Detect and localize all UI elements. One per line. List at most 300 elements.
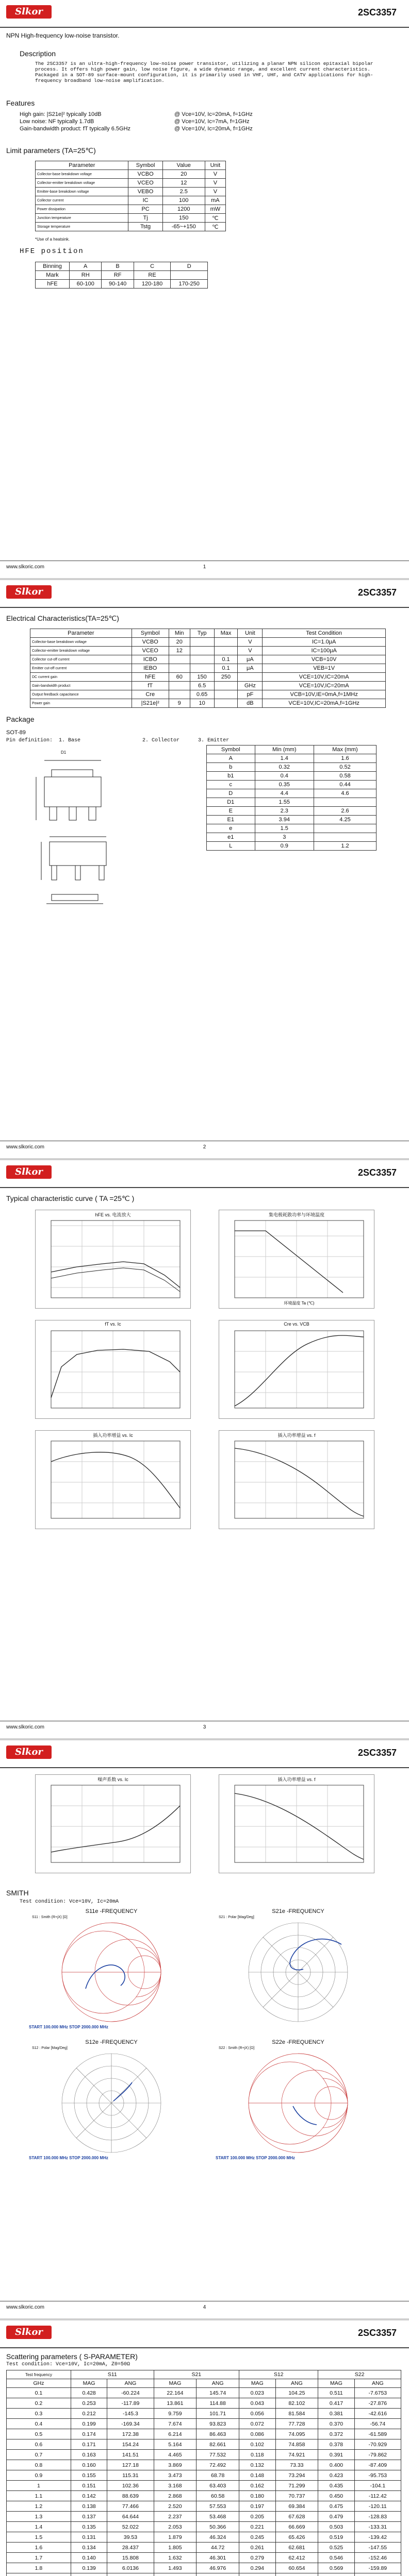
- table-cell: 4.6: [314, 789, 376, 798]
- subtitle: NPN High-frequency low-noise transistor.: [6, 32, 120, 39]
- table-row: [7, 2573, 401, 2576]
- table-cell: 1.5: [255, 824, 314, 833]
- table-cell: -61.589: [354, 2429, 401, 2439]
- table-cell: 0.423: [318, 2470, 354, 2481]
- table-cell: Emitter cut-off current: [30, 664, 132, 673]
- table-cell: 0.450: [318, 2491, 354, 2501]
- table-cell: 0.4: [255, 772, 314, 781]
- table-cell: -120.11: [354, 2501, 401, 2512]
- table-cell: ℃: [205, 223, 225, 231]
- feature-text: Gain-bandwidth product: fT typically 6.5GHz: [20, 126, 131, 132]
- smith-chart-s11: S11e -FREQUENCY S11 : Smith (R+jX) [Ω] START 100.000 MHz STOP 2000.000 MHz: [29, 1908, 194, 2032]
- column-header: ANG: [275, 2379, 318, 2388]
- table-cell: [169, 664, 190, 673]
- column-header: B: [102, 262, 134, 271]
- column-header: MAG: [154, 2379, 197, 2388]
- table-cell: V: [238, 647, 263, 655]
- table-cell: 0.519: [318, 2532, 354, 2543]
- table-cell: 150: [162, 214, 205, 223]
- table-cell: 0.569: [318, 2563, 354, 2573]
- table-cell: 145.74: [197, 2388, 239, 2398]
- svg-text:环境温度 Ta (℃): 环境温度 Ta (℃): [284, 1301, 315, 1306]
- table-cell: 77.532: [197, 2450, 239, 2460]
- electrical-characteristics-table: [30, 629, 386, 708]
- column-header: Parameter: [36, 161, 128, 170]
- table-cell: 0.261: [239, 2543, 275, 2553]
- table-cell: 2.6: [314, 807, 376, 816]
- table-row: [36, 205, 226, 214]
- table-cell: 114.88: [197, 2398, 239, 2409]
- table-cell: 20: [169, 638, 190, 647]
- table-cell: 0.199: [71, 2419, 107, 2429]
- column-header: Unit: [205, 161, 225, 170]
- chart-pc-vs-ta: 集电极耗散功率与环境温度 环境温度 Ta (℃): [219, 1210, 374, 1309]
- table-cell: L: [207, 842, 255, 851]
- table-cell: 0.180: [239, 2491, 275, 2501]
- page-header: [0, 1740, 409, 1768]
- table-cell: 0.8: [7, 2460, 71, 2470]
- table-cell: c: [207, 781, 255, 789]
- table-cell: Power dissipation: [36, 205, 128, 214]
- table-row: [7, 2481, 401, 2491]
- table-cell: [214, 699, 238, 708]
- feature-item: [20, 126, 339, 133]
- table-cell: mW: [205, 205, 225, 214]
- table-cell: 1.4: [255, 754, 314, 763]
- heatsink-note: *Use of a heatsink.: [35, 237, 70, 242]
- table-cell: Collector-base breakdown voltage: [36, 170, 128, 179]
- table-cell: 86.463: [197, 2429, 239, 2439]
- column-header: Test Condition: [263, 629, 386, 638]
- table-cell: 0.7: [7, 2450, 71, 2460]
- table-cell: 0.155: [71, 2470, 107, 2481]
- table-cell: VCBO: [132, 638, 169, 647]
- table-cell: Cre: [132, 690, 169, 699]
- table-cell: VEBO: [128, 188, 162, 196]
- table-cell: 0.162: [239, 2481, 275, 2491]
- table-cell: 1: [7, 2481, 71, 2491]
- table-cell: [318, 2573, 354, 2576]
- table-cell: 0.9: [7, 2470, 71, 2481]
- page-number: 3: [203, 1724, 206, 1730]
- table-cell: 63.403: [197, 2481, 239, 2491]
- table-cell: [197, 2573, 239, 2576]
- table-cell: 13.861: [154, 2398, 197, 2409]
- table-cell: 0.132: [239, 2460, 275, 2470]
- table-row: [7, 2512, 401, 2522]
- table-cell: 88.639: [107, 2491, 154, 2501]
- table-cell: 0.417: [318, 2398, 354, 2409]
- table-cell: Collector cut-off current: [30, 655, 132, 664]
- table-cell: 1.2: [7, 2501, 71, 2512]
- table-cell: Power gain: [30, 699, 132, 708]
- table-cell: b: [207, 763, 255, 772]
- part-number: 2SC3357: [357, 1167, 397, 1178]
- table-cell: 0.58: [314, 772, 376, 781]
- table-row: [7, 2563, 401, 2573]
- table-cell: 2.3: [255, 807, 314, 816]
- page-header: [0, 0, 409, 28]
- footer-site: www.slkoric.com: [6, 1724, 44, 1730]
- group-header: S12: [239, 2370, 318, 2379]
- table-cell: V: [238, 638, 263, 647]
- table-cell: 1.3: [7, 2512, 71, 2522]
- table-header-row: [36, 161, 226, 170]
- table-cell: Junction temperature: [36, 214, 128, 223]
- table-cell: 0.381: [318, 2409, 354, 2419]
- table-cell: 77.466: [107, 2501, 154, 2512]
- table-row: [7, 2429, 401, 2439]
- table-cell: 0.253: [71, 2398, 107, 2409]
- chart-gain-vs-f: 插入功率增益 vs. f: [219, 1430, 374, 1529]
- table-cell: V: [205, 179, 225, 188]
- table-cell: [7, 2573, 71, 2576]
- table-cell: 82.102: [275, 2398, 318, 2409]
- table-cell: pF: [238, 690, 263, 699]
- table-cell: [238, 673, 263, 682]
- table-cell: 0.546: [318, 2553, 354, 2563]
- table-cell: 9: [169, 699, 190, 708]
- feature-condition: @ Vce=10V, Ic=7mA, f=1GHz: [174, 118, 250, 125]
- table-cell: 46.324: [197, 2532, 239, 2543]
- table-cell: 0.056: [239, 2409, 275, 2419]
- table-cell: mA: [205, 196, 225, 205]
- table-cell: ℃: [205, 214, 225, 223]
- page-header: [0, 2320, 409, 2348]
- table-cell: 0.118: [239, 2450, 275, 2460]
- table-cell: 74.095: [275, 2429, 318, 2439]
- table-row: [207, 842, 377, 851]
- column-header: Parameter: [30, 629, 132, 638]
- table-cell: VCEO: [132, 647, 169, 655]
- brand-logo: Slkor: [6, 1165, 52, 1179]
- column-header: MAG: [71, 2379, 107, 2388]
- page-5: [0, 2320, 409, 2576]
- table-row: [207, 807, 377, 816]
- table-cell: -128.83: [354, 2512, 401, 2522]
- table-cell: Mark: [36, 271, 70, 280]
- table-cell: 0.131: [71, 2532, 107, 2543]
- table-cell: 1.6: [7, 2543, 71, 2553]
- table-cell: 2.520: [154, 2501, 197, 2512]
- smith-chart-s22: S22e -FREQUENCY S22 : Smith (R+jX) [Ω] START 100.000 MHz STOP 2000.000 MHz: [216, 2039, 381, 2163]
- table-row: [207, 816, 377, 824]
- page-footer: [0, 2301, 409, 2317]
- table-cell: 0.023: [239, 2388, 275, 2398]
- table-row: [30, 655, 386, 664]
- table-cell: 1.632: [154, 2553, 197, 2563]
- table-cell: ICBO: [132, 655, 169, 664]
- table-row: [7, 2532, 401, 2543]
- feature-text: High gain: |S21e|² typically 10dB: [20, 111, 102, 117]
- dimension-label: D1: [61, 750, 67, 755]
- description-heading: Description: [20, 49, 56, 58]
- s-parameter-heading: Scattering parameters ( S-PARAMETER): [6, 2352, 138, 2361]
- page-footer: [0, 561, 409, 577]
- table-cell: Tstg: [128, 223, 162, 231]
- table-cell: 1.4: [7, 2522, 71, 2532]
- table-cell: 0.072: [239, 2419, 275, 2429]
- table-cell: VCB=10V: [263, 655, 386, 664]
- table-cell: VCE=10V,IC=20mA: [263, 682, 386, 690]
- column-header: Min: [169, 629, 190, 638]
- column-header: Binning: [36, 262, 70, 271]
- table-cell: 0.197: [239, 2501, 275, 2512]
- table-cell: A: [207, 754, 255, 763]
- table-cell: 3: [255, 833, 314, 842]
- table-cell: 81.584: [275, 2409, 318, 2419]
- table-cell: 0.9: [255, 842, 314, 851]
- table-cell: 12: [162, 179, 205, 188]
- column-header: Symbol: [132, 629, 169, 638]
- table-cell: 53.468: [197, 2512, 239, 2522]
- column-header: Max: [214, 629, 238, 638]
- table-cell: 0.479: [318, 2512, 354, 2522]
- table-cell: 39.53: [107, 2532, 154, 2543]
- table-cell: VCE=10V,IC=20mA: [263, 673, 386, 682]
- table-cell: Output feedback capacitance: [30, 690, 132, 699]
- table-cell: -104.1: [354, 2481, 401, 2491]
- table-cell: 0.52: [314, 763, 376, 772]
- table-cell: [275, 2573, 318, 2576]
- table-row: [30, 699, 386, 708]
- table-cell: μA: [238, 664, 263, 673]
- table-cell: 0.245: [239, 2532, 275, 2543]
- table-cell: 127.18: [107, 2460, 154, 2470]
- table-cell: 0.6: [7, 2439, 71, 2450]
- table-cell: 0.1: [7, 2388, 71, 2398]
- feature-item: [20, 111, 339, 118]
- table-cell: D1: [207, 798, 255, 807]
- table-cell: 0.32: [255, 763, 314, 772]
- table-cell: 46.976: [197, 2563, 239, 2573]
- table-cell: 2.237: [154, 2512, 197, 2522]
- table-cell: 1.8: [7, 2563, 71, 2573]
- table-row: [36, 170, 226, 179]
- chart-gain-vs-f-2: 插入功率增益 vs. f: [219, 1774, 374, 1873]
- table-cell: 141.51: [107, 2450, 154, 2460]
- table-cell: 65.426: [275, 2532, 318, 2543]
- table-cell: 0.400: [318, 2460, 354, 2470]
- table-cell: 73.294: [275, 2470, 318, 2481]
- package-dimensions-table: [206, 745, 377, 851]
- page-number: 4: [203, 2304, 206, 2310]
- column-header: MAG: [239, 2379, 275, 2388]
- table-cell: 0.043: [239, 2398, 275, 2409]
- table-cell: 0.137: [71, 2512, 107, 2522]
- page-footer: [0, 1721, 409, 1737]
- table-row: [7, 2522, 401, 2532]
- table-cell: 0.435: [318, 2481, 354, 2491]
- pin-definition: Pin definition: 1. Base 2. Collector 3. Emitter: [6, 738, 230, 743]
- group-header: S11: [71, 2370, 154, 2379]
- brand-logo: Slkor: [6, 585, 52, 599]
- table-cell: 4.25: [314, 816, 376, 824]
- table-cell: 4.4: [255, 789, 314, 798]
- table-row: [207, 781, 377, 789]
- table-cell: 1.55: [255, 798, 314, 807]
- table-cell: [314, 833, 376, 842]
- table-cell: 90-140: [102, 280, 134, 289]
- table-cell: -7.6753: [354, 2388, 401, 2398]
- table-cell: 0.221: [239, 2522, 275, 2532]
- table-cell: hFE: [132, 673, 169, 682]
- table-row: [30, 690, 386, 699]
- table-cell: [190, 655, 214, 664]
- footer-site: www.slkoric.com: [6, 564, 44, 570]
- table-cell: 0.212: [71, 2409, 107, 2419]
- table-row: [30, 682, 386, 690]
- table-cell: [239, 2573, 275, 2576]
- table-cell: 1.879: [154, 2532, 197, 2543]
- package-name: SOT-89: [6, 730, 26, 736]
- table-cell: 44.72: [197, 2543, 239, 2553]
- table-row: [36, 280, 208, 289]
- table-row: [7, 2470, 401, 2481]
- hfe-heading: HFE position: [20, 247, 84, 256]
- table-cell: -133.31: [354, 2522, 401, 2532]
- table-cell: 2.5: [162, 188, 205, 196]
- table-header-row: [36, 262, 208, 271]
- table-cell: -112.42: [354, 2491, 401, 2501]
- hfe-binning-table: [35, 262, 208, 289]
- table-row: [7, 2409, 401, 2419]
- column-header: Symbol: [128, 161, 162, 170]
- table-cell: 10: [190, 699, 214, 708]
- group-header: S22: [318, 2370, 401, 2379]
- table-cell: 0.1: [214, 664, 238, 673]
- table-cell: 0.205: [239, 2512, 275, 2522]
- table-cell: 0.139: [71, 2563, 107, 2573]
- table-cell: [214, 647, 238, 655]
- description-text: The 2SC3357 is an ultra-high-frequency low-noise power transistor, utilizing a planar NPN silicon epitaxial bipolar process. It offers high power gain, low noise figure, a wide dynamic range, and excellent current characteristics. Packaged in a SOT-89 surface-mount configuration, it is primarily used in VHF, UHF, and CATV applications for high-frequency broadband low-noise amplification.: [35, 61, 373, 83]
- table-cell: VCEO: [128, 179, 162, 188]
- table-cell: 0.1: [214, 655, 238, 664]
- sot89-package-drawing: [21, 749, 144, 919]
- table-cell: 0.163: [71, 2450, 107, 2460]
- table-cell: 6.214: [154, 2429, 197, 2439]
- polar-chart-s12: S12e -FREQUENCY S12 : Polar [Mag/Deg] START 100.000 MHz STOP 2000.000 MHz: [29, 2039, 194, 2163]
- limit-heading: Limit parameters (TA=25℃): [6, 146, 96, 155]
- table-cell: [214, 638, 238, 647]
- table-cell: [171, 271, 208, 280]
- table-cell: dB: [238, 699, 263, 708]
- table-cell: E1: [207, 816, 255, 824]
- table-cell: RE: [134, 271, 171, 280]
- column-header: Unit: [238, 629, 263, 638]
- table-cell: 0.391: [318, 2450, 354, 2460]
- table-cell: [190, 647, 214, 655]
- table-cell: 0.142: [71, 2491, 107, 2501]
- column-header: ANG: [107, 2379, 154, 2388]
- table-cell: 0.370: [318, 2419, 354, 2429]
- group-header: Test frequency: [7, 2370, 71, 2379]
- s-parameter-table: [6, 2370, 401, 2576]
- table-cell: 15.808: [107, 2553, 154, 2563]
- table-cell: -60.224: [107, 2388, 154, 2398]
- smith-test-condition: Test condition: Vce=10V, Ic=20mA: [20, 1899, 119, 1905]
- brand-logo: Slkor: [6, 2326, 52, 2339]
- table-cell: 3.473: [154, 2470, 197, 2481]
- table-cell: 0.511: [318, 2388, 354, 2398]
- table-cell: E: [207, 807, 255, 816]
- table-cell: 0.294: [239, 2563, 275, 2573]
- table-cell: 77.728: [275, 2419, 318, 2429]
- table-row: [36, 179, 226, 188]
- table-cell: Collector current: [36, 196, 128, 205]
- part-number: 2SC3357: [357, 587, 397, 598]
- table-cell: [169, 690, 190, 699]
- table-cell: Storage temperature: [36, 223, 128, 231]
- table-cell: -145.3: [107, 2409, 154, 2419]
- table-cell: 100: [162, 196, 205, 205]
- table-cell: -152.46: [354, 2553, 401, 2563]
- table-row: [7, 2501, 401, 2512]
- table-cell: 0.138: [71, 2501, 107, 2512]
- typical-curves-heading: Typical characteristic curve ( TA =25℃ ): [6, 1194, 135, 1202]
- table-cell: -27.876: [354, 2398, 401, 2409]
- table-cell: Collector-emitter breakdown voltage: [36, 179, 128, 188]
- table-cell: 0.475: [318, 2501, 354, 2512]
- table-cell: 0.140: [71, 2553, 107, 2563]
- table-row: [7, 2398, 401, 2409]
- table-row: [7, 2460, 401, 2470]
- table-row: [7, 2419, 401, 2429]
- column-header: ANG: [197, 2379, 239, 2388]
- table-cell: [169, 682, 190, 690]
- table-cell: 74.858: [275, 2439, 318, 2450]
- table-cell: 0.171: [71, 2439, 107, 2450]
- table-cell: 20: [162, 170, 205, 179]
- table-cell: 2.868: [154, 2491, 197, 2501]
- limit-parameters-table: [35, 161, 226, 231]
- table-row: [207, 789, 377, 798]
- table-cell: 1.7: [7, 2553, 71, 2563]
- table-cell: Collector-emitter breakdown voltage: [30, 647, 132, 655]
- table-cell: [314, 824, 376, 833]
- table-cell: 46.301: [197, 2553, 239, 2563]
- table-row: [30, 647, 386, 655]
- table-cell: -95.753: [354, 2470, 401, 2481]
- table-row: [7, 2450, 401, 2460]
- table-cell: 12: [169, 647, 190, 655]
- feature-condition: @ Vce=10V, Ic=20mA, f=1GHz: [174, 111, 253, 117]
- polar-chart-s21: S21e -FREQUENCY S21 : Polar [Mag/Deg]: [216, 1908, 381, 2032]
- table-cell: VCE=10V,IC=20mA,f=1GHz: [263, 699, 386, 708]
- table-cell: 0.44: [314, 781, 376, 789]
- group-header: S21: [154, 2370, 239, 2379]
- table-cell: IC=1.0μA: [263, 638, 386, 647]
- column-header: ANG: [354, 2379, 401, 2388]
- table-cell: 7.674: [154, 2419, 197, 2429]
- table-cell: [214, 682, 238, 690]
- brand-logo: Slkor: [6, 5, 52, 19]
- table-cell: 60.654: [275, 2563, 318, 2573]
- table-cell: 0.35: [255, 781, 314, 789]
- table-cell: [214, 690, 238, 699]
- table-cell: 9.759: [154, 2409, 197, 2419]
- page-4: [0, 1740, 409, 2318]
- table-cell: 0.5: [7, 2429, 71, 2439]
- table-row: [207, 754, 377, 763]
- table-cell: 0.525: [318, 2543, 354, 2553]
- package-heading: Package: [6, 715, 35, 723]
- table-cell: 150: [190, 673, 214, 682]
- chart-ft-vs-ic: fT vs. Ic: [35, 1320, 191, 1419]
- column-header: A: [70, 262, 102, 271]
- table-cell: 6.5: [190, 682, 214, 690]
- table-cell: 93.823: [197, 2419, 239, 2429]
